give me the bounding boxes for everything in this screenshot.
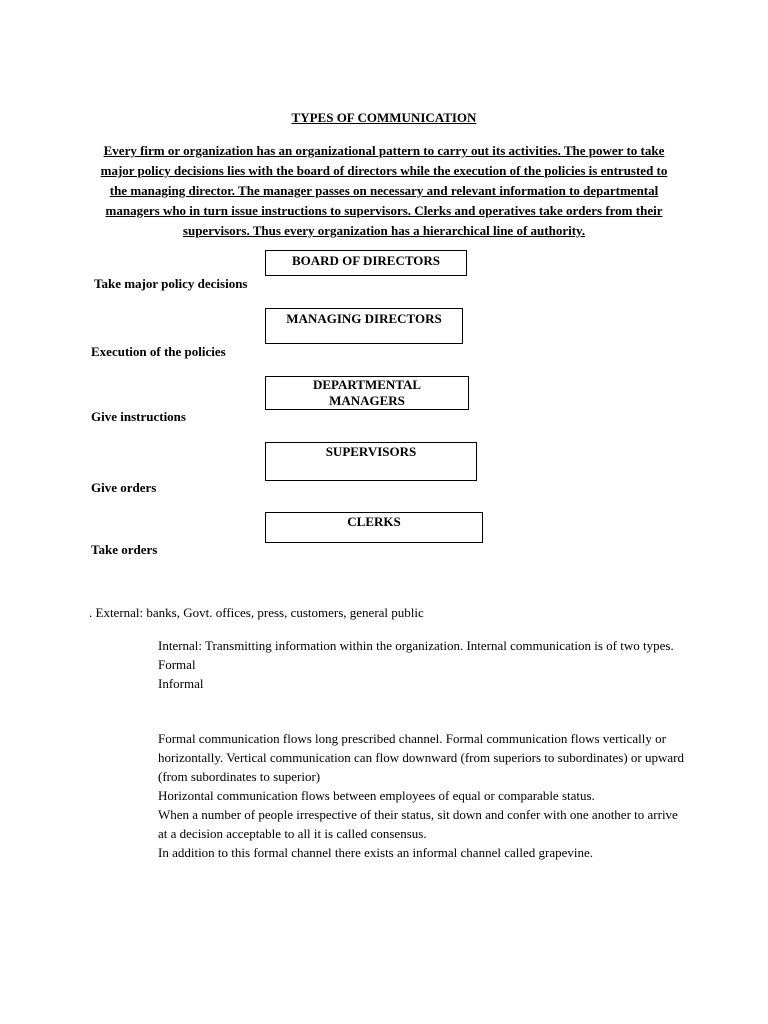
box-supervisors: [265, 442, 477, 481]
horizontal-paragraph: Horizontal communication flows between employees of equal or comparable status.: [158, 788, 595, 803]
intro-paragraph: Every firm or organization has an organizational pattern to carry out its activities. The power to take major policy decisions lies with the board of directors while the execution of the policies is entrusted to the managing director. The manager passes on necessary and relevant information to departmental managers who in turn issue instructions to supervisors. Clerks and operatives take orders from their supervisors. Thus every organization has a hierarchical line of authority.: [100, 143, 668, 238]
role-label: Take orders: [91, 542, 158, 557]
formal-paragraph: Formal communication flows long prescribed channel. Formal communication flows vertically or horizontally. Vertical communication can flow downward (from superiors to subordinates) or upward (from subordinates to superior): [158, 731, 684, 784]
page-title: TYPES OF COMMUNICATION: [291, 110, 477, 125]
grapevine-paragraph: In addition to this formal channel there exists an informal channel called grapevine.: [158, 845, 593, 860]
box-label: BOARD OF DIRECTORS: [291, 253, 441, 268]
box-departmental-managers: [265, 376, 469, 410]
role-label: Execution of the policies: [91, 344, 226, 359]
formal-block: [158, 729, 688, 862]
internal-block: [158, 636, 688, 693]
role-label: Give orders: [91, 480, 157, 495]
box-label: MANAGING DIRECTORS: [286, 311, 442, 326]
box-label: CLERKS: [347, 514, 401, 529]
role-label: Take major policy decisions: [94, 276, 248, 291]
internal-text: Internal: Transmitting information within the organization. Internal communication is of two types.: [158, 638, 674, 653]
consensus-paragraph: When a number of people irrespective of their status, sit down and confer with one another to arrive at a decision acceptable to all it is called consensus.: [158, 807, 678, 841]
role-label: Give instructions: [91, 409, 186, 424]
box-board-of-directors: [265, 250, 467, 276]
external-line: . External: banks, Govt. offices, press, customers, general public: [89, 605, 424, 620]
box-managing-directors: [265, 308, 463, 344]
informal-item: Informal: [158, 676, 204, 691]
box-label: SUPERVISORS: [325, 444, 417, 459]
box-clerks: [265, 512, 483, 543]
box-label: DEPARTMENTAL MANAGERS: [312, 377, 422, 408]
formal-item: Formal: [158, 657, 196, 672]
